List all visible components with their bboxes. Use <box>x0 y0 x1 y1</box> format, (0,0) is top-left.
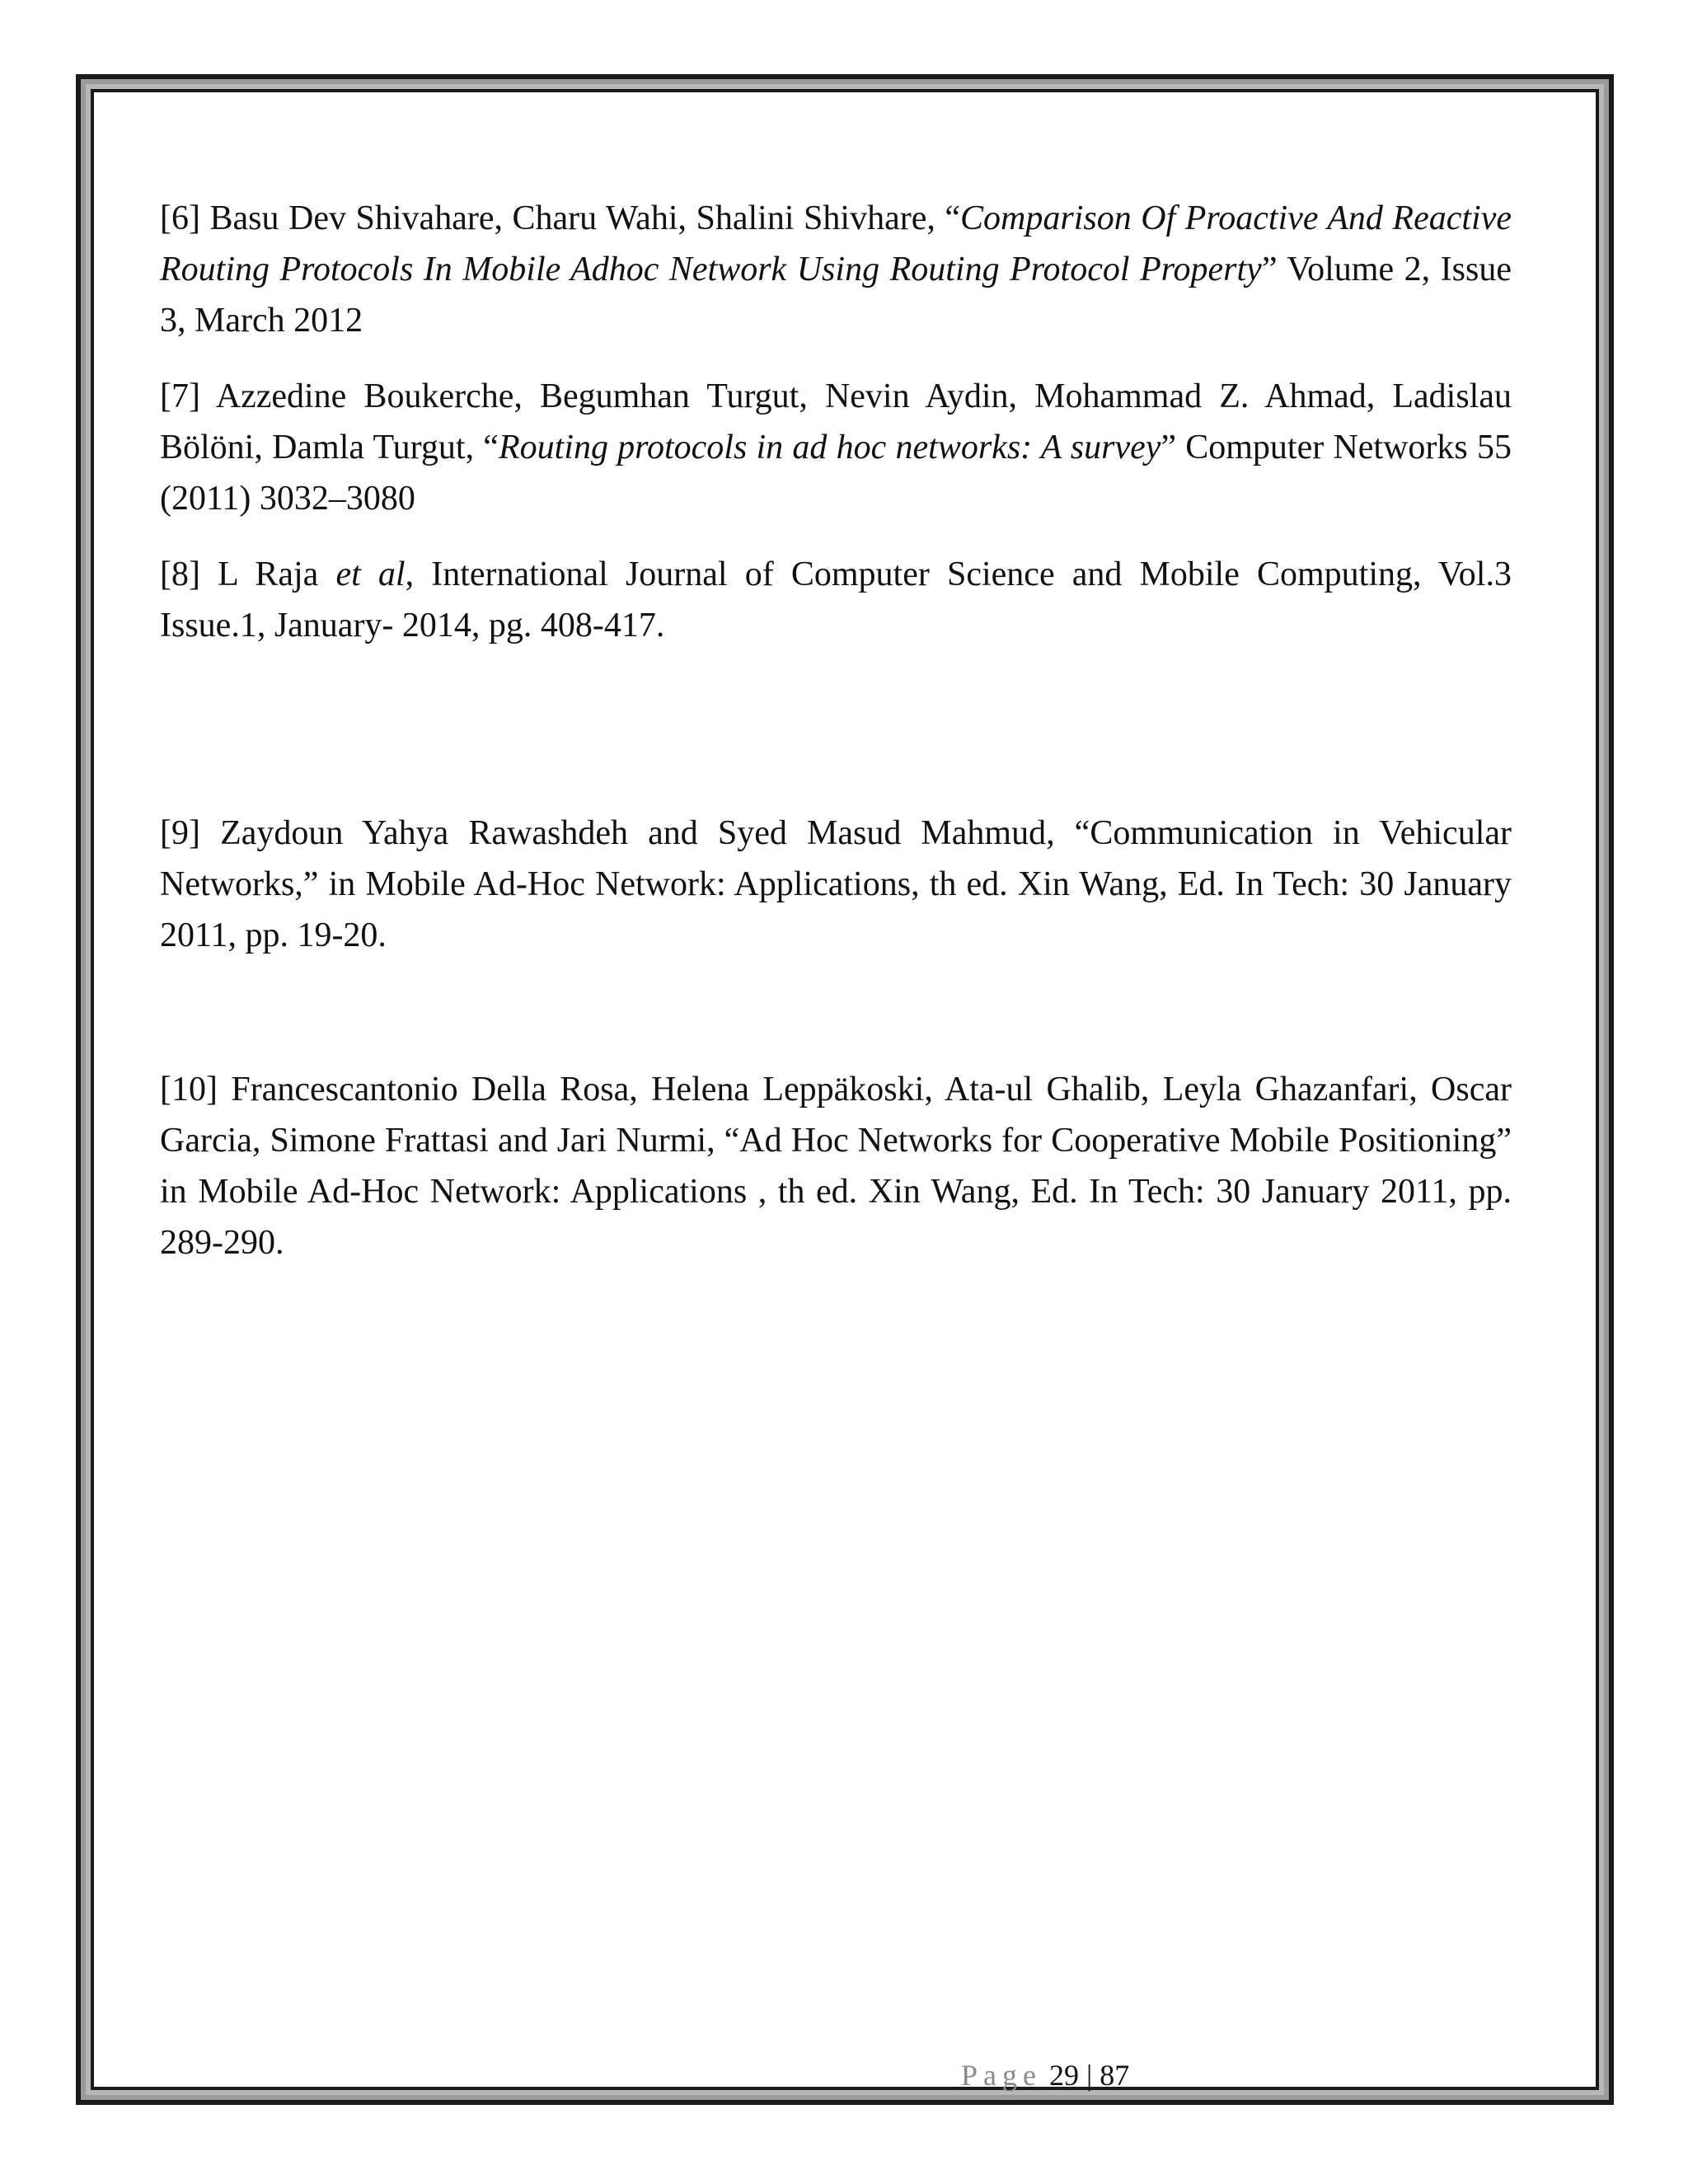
page-label: Page <box>961 2059 1042 2092</box>
reference-7-suffix: ” Computer Networks 55 (2011) 3032–3080 <box>160 429 1512 518</box>
reference-7-title: Routing protocols in ad hoc networks: A survey <box>498 429 1161 466</box>
reference-7 <box>160 371 1512 524</box>
reference-list <box>160 193 1512 1268</box>
page-number: 29 | 87 <box>1048 2059 1130 2092</box>
reference-6-title: Comparison Of Proactive And Reactive Routing Protocols In Mobile Adhoc Network Using Routing Protocol Property <box>160 199 1512 288</box>
reference-10: [10] Francescantonio Della Rosa, Helena Leppäkoski, Ata-ul Ghalib, Leyla Ghazanfari, Oscar Garcia, Simone Frattasi and Jari Nurmi, “Ad Hoc Networks for Cooperative Mobile Positioning” in Mobile Ad-Hoc Network: Applications , th ed. Xin Wang, Ed. In Tech: 30 January 2011, pp. 289-290. <box>160 1071 1512 1262</box>
reference-9: [9] Zaydoun Yahya Rawashdeh and Syed Masud Mahmud, “Communication in Vehicular Networks,” in Mobile Ad-Hoc Network: Applications, th ed. Xin Wang, Ed. In Tech: 30 January 2011, pp. 19-20. <box>160 814 1512 954</box>
reference-8-prefix: [8] L Raja <box>160 555 336 593</box>
reference-8-suffix: , International Journal of Computer Science and Mobile Computing, Vol.3 Issue.1, January- 2014, pg. 408-417. <box>160 555 1512 644</box>
reference-6-suffix: ” Volume 2, Issue 3, March 2012 <box>160 251 1512 340</box>
reference-6-prefix: [6] Basu Dev Shivahare, Charu Wahi, Shalini Shivhare, “ <box>160 199 961 237</box>
reference-8 <box>160 549 1512 651</box>
reference-8-italic: et al <box>335 555 406 593</box>
reference-7-prefix: [7] Azzedine Boukerche, Begumhan Turgut, Nevin Aydin, Mohammad Z. Ahmad, Ladislau Bölöni, Damla Turgut, “ <box>160 377 1512 466</box>
page-footer <box>961 2057 1129 2093</box>
reference-6 <box>160 193 1512 346</box>
